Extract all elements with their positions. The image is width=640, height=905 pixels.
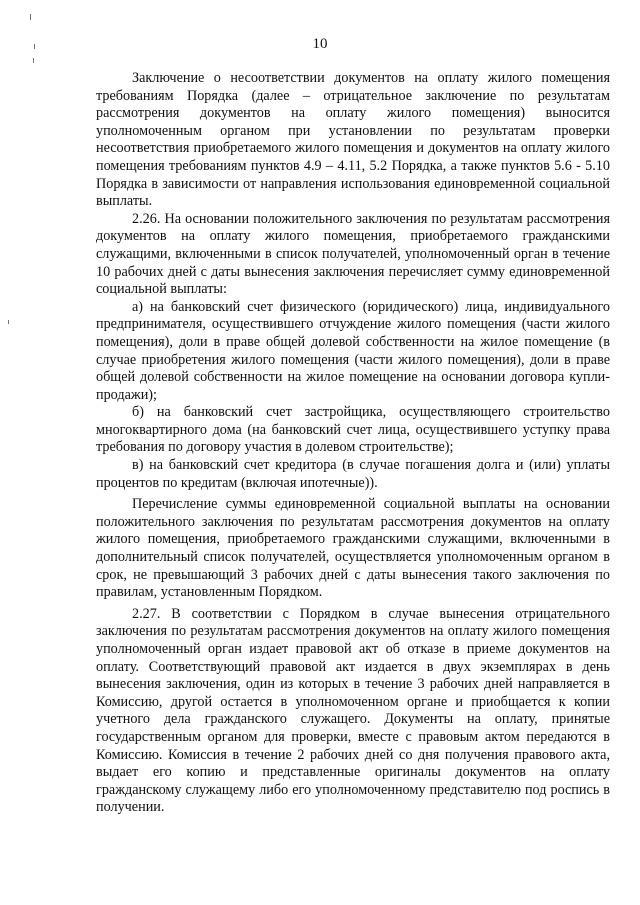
paragraph-transfer-additional-list: Перечисление суммы единовременной социальной выплаты на основании положительного заключения по результатам рассмотрения документов на оплату жилого помещения, приобретаемого гражданскими служащими, включенными в дополнительный список получателей, осуществляется уполномоченным органом в срок, не превышающий 3 рабочих дней с даты вынесения такого заключения по правилам, установленным Порядком.	[96, 496, 610, 601]
document-body	[96, 70, 610, 817]
scan-mark	[8, 320, 9, 324]
scan-mark	[33, 58, 34, 63]
page-number: 10	[312, 36, 328, 52]
list-item-b: б) на банковский счет застройщика, осуществляющего строительство многоквартирного дома (на банковский счет лица, осуществившего уступку права требования по договору участия в долевом строительстве);	[96, 404, 610, 456]
paragraph-conclusion-nonconformity: Заключение о несоответствии документов на оплату жилого помещения требованиям Порядка (далее – отрицательное заключение по результатам рассмотрения документов на оплату жилого помещения) выносится уполномоченным органом при установлении по результатам проверки несоответствия приобретаемого жилого помещения и документов на оплату жилого помещения требованиям пунктов 4.9 – 4.11, 5.2 Порядка, а также пунктов 5.6 - 5.10 Порядка в зависимости от направления использования единовременной социальной выплаты.	[96, 70, 610, 210]
paragraph-2-27: 2.27. В соответствии с Порядком в случае вынесения отрицательного заключения по результатам рассмотрения документов на оплату жилого помещения уполномоченный орган издает правовой акт об отказе в приеме документов на оплату. Соответствующий правовой акт издается в двух экземплярах в день вынесения заключения, один из которых в течение 3 рабочих дней направляется в Комиссию, другой остается в уполномоченном органе и приобщается к копии учетного дела гражданского служащего. Документы на оплату, принятые государственным органом для проверки, вместе с правовым актом передаются в Комиссию. Комиссия в течение 2 рабочих дней со дня получения правового акта, выдает его копию и представленные оригиналы документов на оплату гражданскому служащему либо его уполномоченному представителю под роспись в получении.	[96, 605, 610, 816]
paragraph-2-26: 2.26. На основании положительного заключения по результатам рассмотрения документов на оплату жилого помещения, приобретаемого гражданскими служащими, включенными в список получателей, уполномоченный орган в течение 10 рабочих дней с даты вынесения заключения перечисляет сумму единовременной социальной выплаты:	[96, 210, 610, 298]
list-item-v: в) на банковский счет кредитора (в случае погашения долга и (или) уплаты процентов по кредитам (включая ипотечные)).	[96, 457, 610, 491]
scan-mark	[30, 14, 31, 20]
list-item-a: а) на банковский счет физического (юридического) лица, индивидуального предпринимателя, осуществившего отчуждение жилого помещения (части жилого помещения), доли в праве общей долевой собственности на жилое помещение (в случае приобретения жилого помещения (части жилого помещения), доли в праве общей долевой собственности на жилое помещение на основании договора купли-продажи);	[96, 298, 610, 403]
